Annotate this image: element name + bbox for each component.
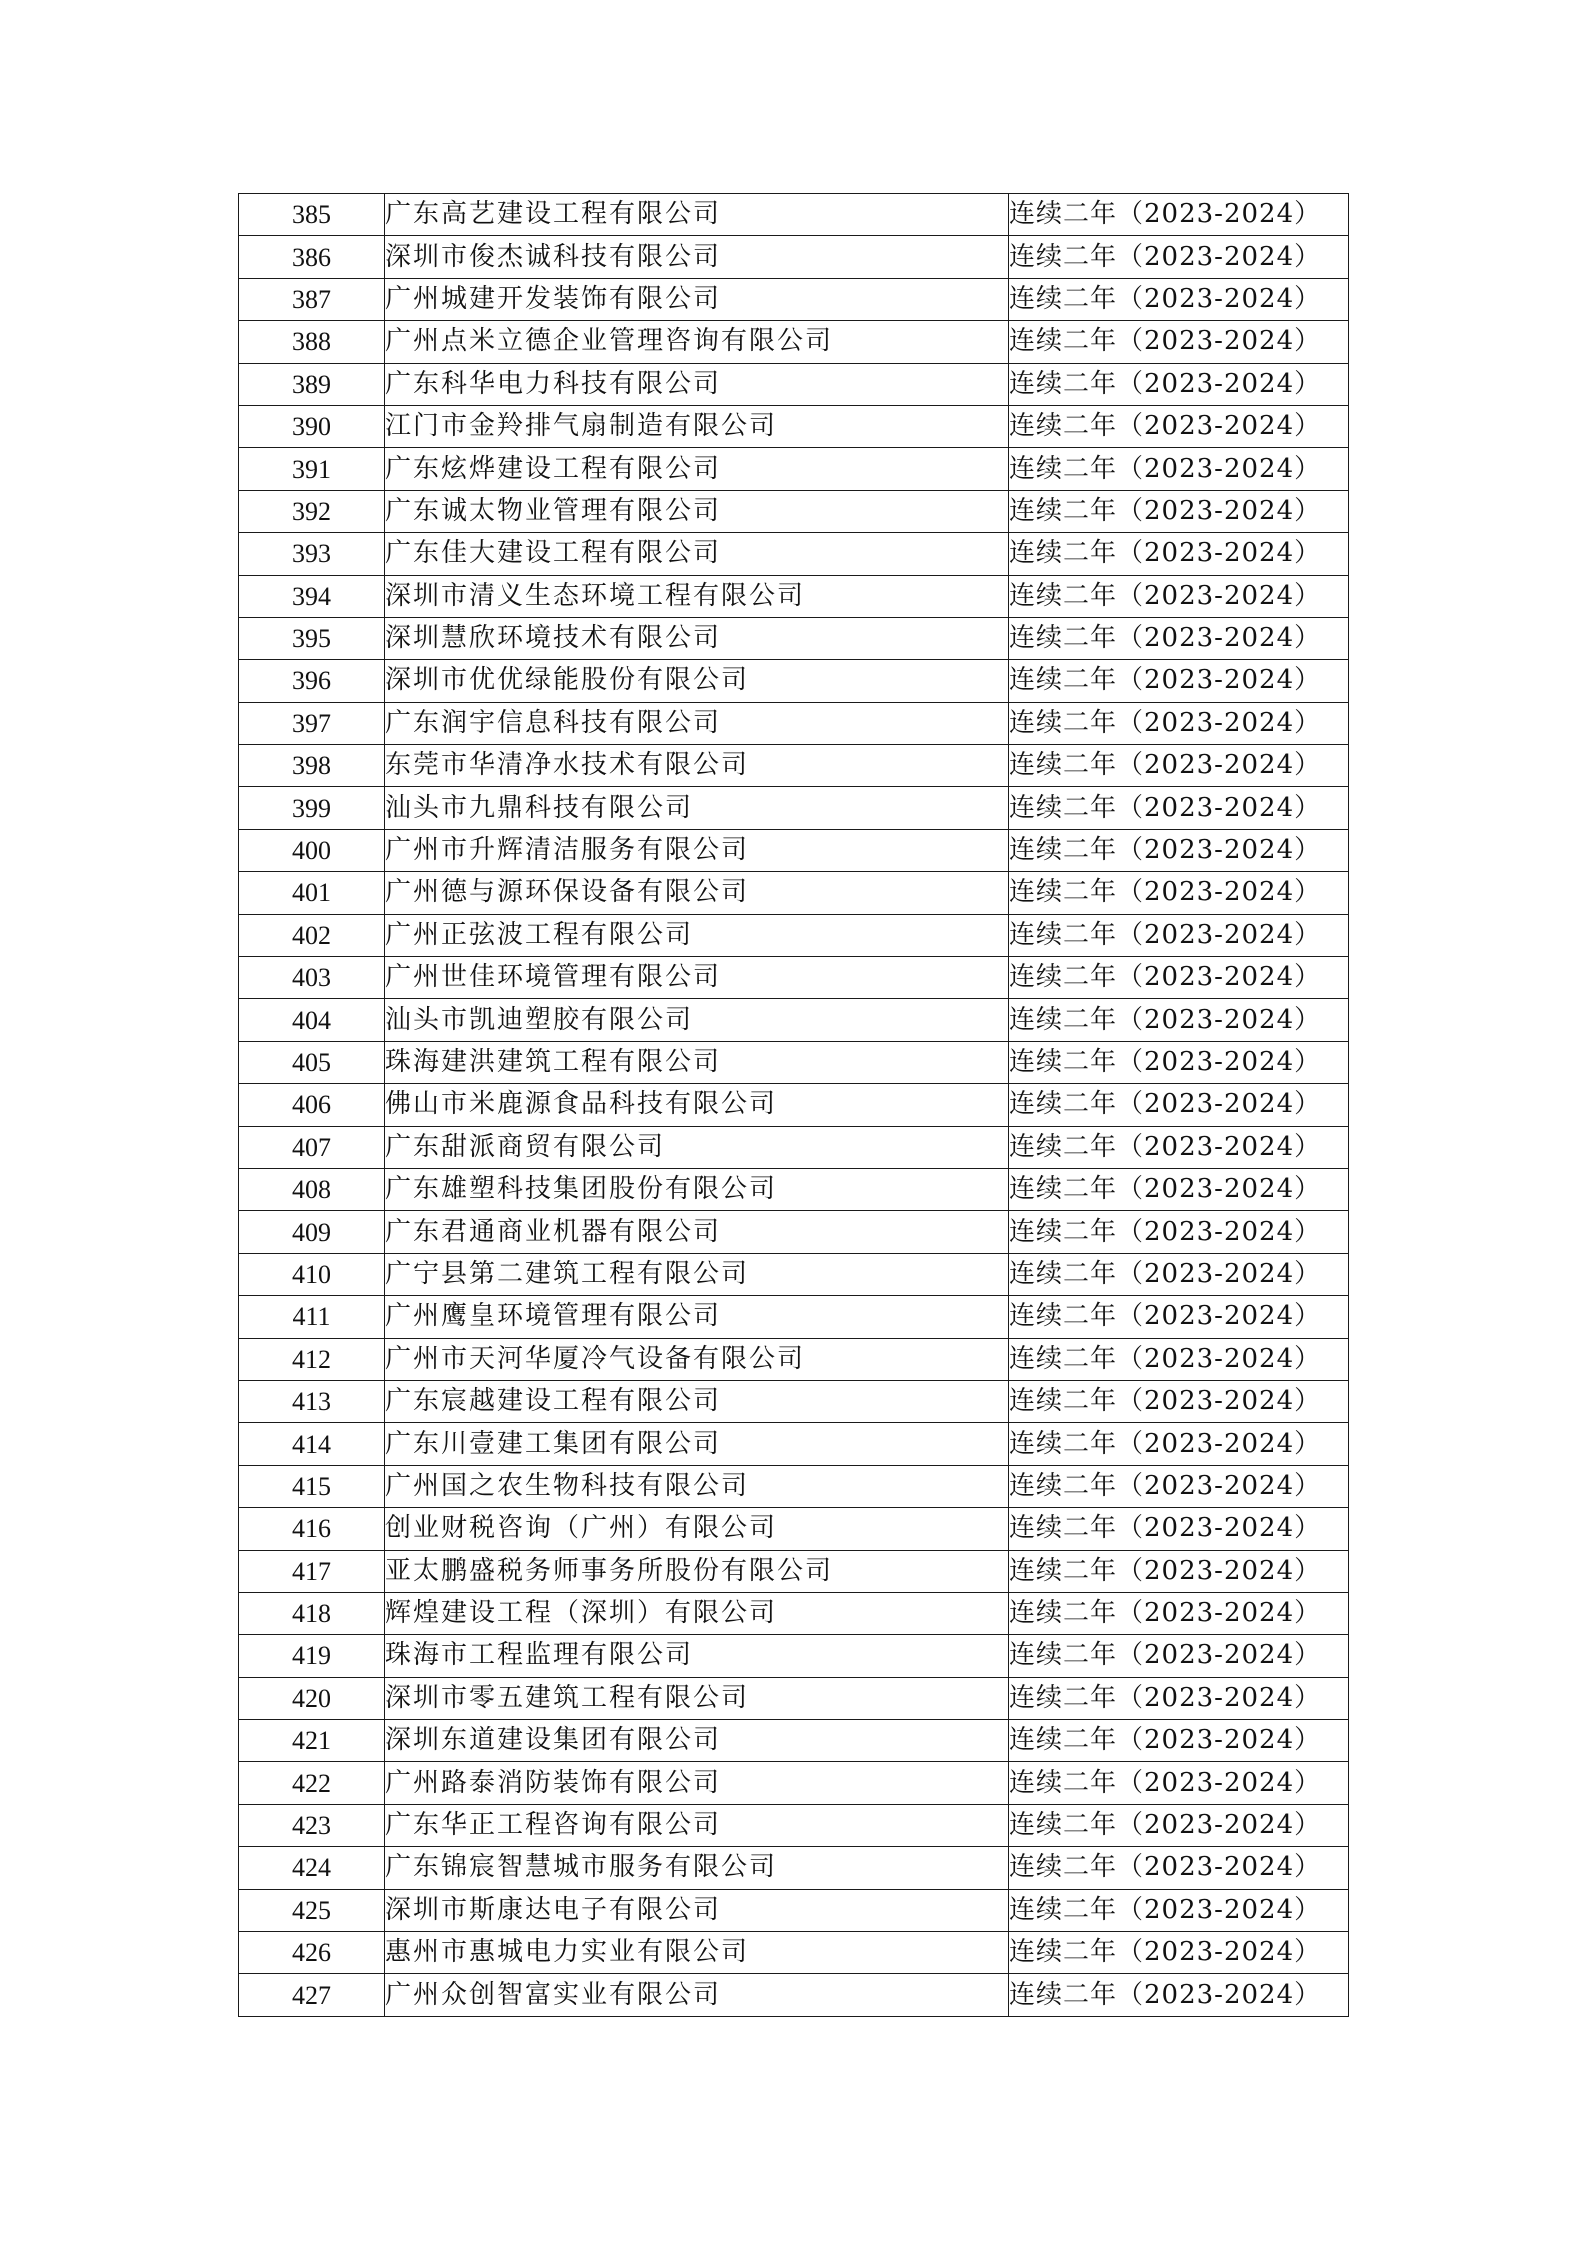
row-number: 421 [239, 1720, 385, 1762]
company-name: 广州市升辉清洁服务有限公司 [385, 829, 1009, 871]
row-number: 391 [239, 448, 385, 490]
table-body [239, 194, 1349, 2017]
company-name: 江门市金羚排气扇制造有限公司 [385, 405, 1009, 447]
table-row [239, 617, 1349, 659]
company-name: 广州城建开发装饰有限公司 [385, 278, 1009, 320]
table-row [239, 533, 1349, 575]
table-row [239, 914, 1349, 956]
table-row [239, 1041, 1349, 1083]
row-number: 418 [239, 1592, 385, 1634]
consecutive-years-status: 连续二年（2023-2024） [1009, 278, 1349, 320]
table-row [239, 1677, 1349, 1719]
row-number: 389 [239, 363, 385, 405]
table-row [239, 321, 1349, 363]
table-row [239, 1380, 1349, 1422]
table-row [239, 1974, 1349, 2016]
company-name: 广东川壹建工集团有限公司 [385, 1423, 1009, 1465]
company-name: 辉煌建设工程（深圳）有限公司 [385, 1592, 1009, 1634]
table-row [239, 999, 1349, 1041]
table-row [239, 1635, 1349, 1677]
table-row [239, 1296, 1349, 1338]
row-number: 413 [239, 1380, 385, 1422]
company-name: 广州点米立德企业管理咨询有限公司 [385, 321, 1009, 363]
row-number: 395 [239, 617, 385, 659]
consecutive-years-status: 连续二年（2023-2024） [1009, 1041, 1349, 1083]
row-number: 403 [239, 957, 385, 999]
table-row [239, 1550, 1349, 1592]
row-number: 387 [239, 278, 385, 320]
row-number: 419 [239, 1635, 385, 1677]
row-number: 427 [239, 1974, 385, 2016]
company-name: 广东宸越建设工程有限公司 [385, 1380, 1009, 1422]
table-row [239, 872, 1349, 914]
consecutive-years-status: 连续二年（2023-2024） [1009, 1889, 1349, 1931]
consecutive-years-status: 连续二年（2023-2024） [1009, 321, 1349, 363]
table-row [239, 1762, 1349, 1804]
table-row [239, 660, 1349, 702]
consecutive-years-status: 连续二年（2023-2024） [1009, 829, 1349, 871]
row-number: 397 [239, 702, 385, 744]
company-name: 广州德与源环保设备有限公司 [385, 872, 1009, 914]
consecutive-years-status: 连续二年（2023-2024） [1009, 1804, 1349, 1846]
consecutive-years-status: 连续二年（2023-2024） [1009, 1932, 1349, 1974]
consecutive-years-status: 连续二年（2023-2024） [1009, 194, 1349, 236]
company-name: 广宁县第二建筑工程有限公司 [385, 1253, 1009, 1295]
row-number: 399 [239, 787, 385, 829]
consecutive-years-status: 连续二年（2023-2024） [1009, 1550, 1349, 1592]
row-number: 393 [239, 533, 385, 575]
table-row [239, 745, 1349, 787]
table-row [239, 575, 1349, 617]
table-row [239, 1889, 1349, 1931]
company-name: 广州鹰皇环境管理有限公司 [385, 1296, 1009, 1338]
row-number: 410 [239, 1253, 385, 1295]
company-name: 广东雄塑科技集团股份有限公司 [385, 1168, 1009, 1210]
consecutive-years-status: 连续二年（2023-2024） [1009, 1465, 1349, 1507]
company-name: 广东科华电力科技有限公司 [385, 363, 1009, 405]
company-name: 东莞市华清净水技术有限公司 [385, 745, 1009, 787]
table-row [239, 1720, 1349, 1762]
consecutive-years-status: 连续二年（2023-2024） [1009, 1847, 1349, 1889]
row-number: 404 [239, 999, 385, 1041]
consecutive-years-status: 连续二年（2023-2024） [1009, 1338, 1349, 1380]
table-row [239, 702, 1349, 744]
table-row [239, 490, 1349, 532]
consecutive-years-status: 连续二年（2023-2024） [1009, 999, 1349, 1041]
company-name: 深圳市清义生态环境工程有限公司 [385, 575, 1009, 617]
table-row [239, 787, 1349, 829]
consecutive-years-status: 连续二年（2023-2024） [1009, 575, 1349, 617]
table-row [239, 1804, 1349, 1846]
consecutive-years-status: 连续二年（2023-2024） [1009, 1635, 1349, 1677]
consecutive-years-status: 连续二年（2023-2024） [1009, 1423, 1349, 1465]
table-row [239, 194, 1349, 236]
company-name: 亚太鹏盛税务师事务所股份有限公司 [385, 1550, 1009, 1592]
company-name: 广东炫烨建设工程有限公司 [385, 448, 1009, 490]
table-row [239, 957, 1349, 999]
consecutive-years-status: 连续二年（2023-2024） [1009, 702, 1349, 744]
row-number: 420 [239, 1677, 385, 1719]
company-name: 汕头市九鼎科技有限公司 [385, 787, 1009, 829]
table-row [239, 1338, 1349, 1380]
consecutive-years-status: 连续二年（2023-2024） [1009, 1508, 1349, 1550]
row-number: 385 [239, 194, 385, 236]
table-row [239, 1126, 1349, 1168]
row-number: 415 [239, 1465, 385, 1507]
company-name: 广东诚太物业管理有限公司 [385, 490, 1009, 532]
row-number: 408 [239, 1168, 385, 1210]
consecutive-years-status: 连续二年（2023-2024） [1009, 448, 1349, 490]
row-number: 426 [239, 1932, 385, 1974]
company-name: 广州世佳环境管理有限公司 [385, 957, 1009, 999]
company-name: 广东高艺建设工程有限公司 [385, 194, 1009, 236]
consecutive-years-status: 连续二年（2023-2024） [1009, 1084, 1349, 1126]
table-row [239, 1211, 1349, 1253]
row-number: 412 [239, 1338, 385, 1380]
table-row [239, 829, 1349, 871]
company-name: 深圳市优优绿能股份有限公司 [385, 660, 1009, 702]
row-number: 414 [239, 1423, 385, 1465]
company-name: 广州正弦波工程有限公司 [385, 914, 1009, 956]
consecutive-years-status: 连续二年（2023-2024） [1009, 1380, 1349, 1422]
row-number: 407 [239, 1126, 385, 1168]
company-name: 广东锦宸智慧城市服务有限公司 [385, 1847, 1009, 1889]
consecutive-years-status: 连续二年（2023-2024） [1009, 533, 1349, 575]
row-number: 398 [239, 745, 385, 787]
consecutive-years-status: 连续二年（2023-2024） [1009, 872, 1349, 914]
table-row [239, 1508, 1349, 1550]
consecutive-years-status: 连续二年（2023-2024） [1009, 405, 1349, 447]
company-name: 深圳市零五建筑工程有限公司 [385, 1677, 1009, 1719]
consecutive-years-status: 连续二年（2023-2024） [1009, 1677, 1349, 1719]
company-name: 广州众创智富实业有限公司 [385, 1974, 1009, 2016]
consecutive-years-status: 连续二年（2023-2024） [1009, 1720, 1349, 1762]
consecutive-years-status: 连续二年（2023-2024） [1009, 1974, 1349, 2016]
row-number: 386 [239, 236, 385, 278]
company-name: 深圳东道建设集团有限公司 [385, 1720, 1009, 1762]
table-row [239, 1084, 1349, 1126]
consecutive-years-status: 连续二年（2023-2024） [1009, 957, 1349, 999]
consecutive-years-status: 连续二年（2023-2024） [1009, 1211, 1349, 1253]
row-number: 425 [239, 1889, 385, 1931]
table-row [239, 1168, 1349, 1210]
consecutive-years-status: 连续二年（2023-2024） [1009, 660, 1349, 702]
company-name: 汕头市凯迪塑胶有限公司 [385, 999, 1009, 1041]
company-name: 深圳市俊杰诚科技有限公司 [385, 236, 1009, 278]
company-name: 广东甜派商贸有限公司 [385, 1126, 1009, 1168]
company-name: 广东佳大建设工程有限公司 [385, 533, 1009, 575]
row-number: 405 [239, 1041, 385, 1083]
row-number: 401 [239, 872, 385, 914]
table-row [239, 236, 1349, 278]
consecutive-years-status: 连续二年（2023-2024） [1009, 363, 1349, 405]
company-name: 珠海建洪建筑工程有限公司 [385, 1041, 1009, 1083]
table-row [239, 1253, 1349, 1295]
row-number: 411 [239, 1296, 385, 1338]
company-list-table [238, 193, 1349, 2017]
consecutive-years-status: 连续二年（2023-2024） [1009, 1168, 1349, 1210]
company-name: 广东润宇信息科技有限公司 [385, 702, 1009, 744]
row-number: 402 [239, 914, 385, 956]
company-name: 佛山市米鹿源食品科技有限公司 [385, 1084, 1009, 1126]
company-name: 创业财税咨询（广州）有限公司 [385, 1508, 1009, 1550]
consecutive-years-status: 连续二年（2023-2024） [1009, 617, 1349, 659]
row-number: 392 [239, 490, 385, 532]
row-number: 424 [239, 1847, 385, 1889]
row-number: 423 [239, 1804, 385, 1846]
row-number: 416 [239, 1508, 385, 1550]
table-row [239, 448, 1349, 490]
row-number: 390 [239, 405, 385, 447]
company-name: 广州国之农生物科技有限公司 [385, 1465, 1009, 1507]
company-name: 惠州市惠城电力实业有限公司 [385, 1932, 1009, 1974]
table-row [239, 1932, 1349, 1974]
table-row [239, 278, 1349, 320]
table-row [239, 363, 1349, 405]
consecutive-years-status: 连续二年（2023-2024） [1009, 1253, 1349, 1295]
table-row [239, 1465, 1349, 1507]
consecutive-years-status: 连续二年（2023-2024） [1009, 745, 1349, 787]
consecutive-years-status: 连续二年（2023-2024） [1009, 1762, 1349, 1804]
row-number: 394 [239, 575, 385, 617]
table-row [239, 1592, 1349, 1634]
consecutive-years-status: 连续二年（2023-2024） [1009, 787, 1349, 829]
row-number: 396 [239, 660, 385, 702]
row-number: 406 [239, 1084, 385, 1126]
table-row [239, 405, 1349, 447]
company-name: 深圳市斯康达电子有限公司 [385, 1889, 1009, 1931]
consecutive-years-status: 连续二年（2023-2024） [1009, 236, 1349, 278]
company-name: 深圳慧欣环境技术有限公司 [385, 617, 1009, 659]
row-number: 422 [239, 1762, 385, 1804]
consecutive-years-status: 连续二年（2023-2024） [1009, 1126, 1349, 1168]
row-number: 417 [239, 1550, 385, 1592]
row-number: 409 [239, 1211, 385, 1253]
company-name: 广东华正工程咨询有限公司 [385, 1804, 1009, 1846]
table-row [239, 1423, 1349, 1465]
table-row [239, 1847, 1349, 1889]
company-name: 广东君通商业机器有限公司 [385, 1211, 1009, 1253]
consecutive-years-status: 连续二年（2023-2024） [1009, 1296, 1349, 1338]
consecutive-years-status: 连续二年（2023-2024） [1009, 490, 1349, 532]
row-number: 400 [239, 829, 385, 871]
company-name: 广州市天河华厦冷气设备有限公司 [385, 1338, 1009, 1380]
company-name: 珠海市工程监理有限公司 [385, 1635, 1009, 1677]
row-number: 388 [239, 321, 385, 363]
company-name: 广州路泰消防装饰有限公司 [385, 1762, 1009, 1804]
consecutive-years-status: 连续二年（2023-2024） [1009, 1592, 1349, 1634]
consecutive-years-status: 连续二年（2023-2024） [1009, 914, 1349, 956]
